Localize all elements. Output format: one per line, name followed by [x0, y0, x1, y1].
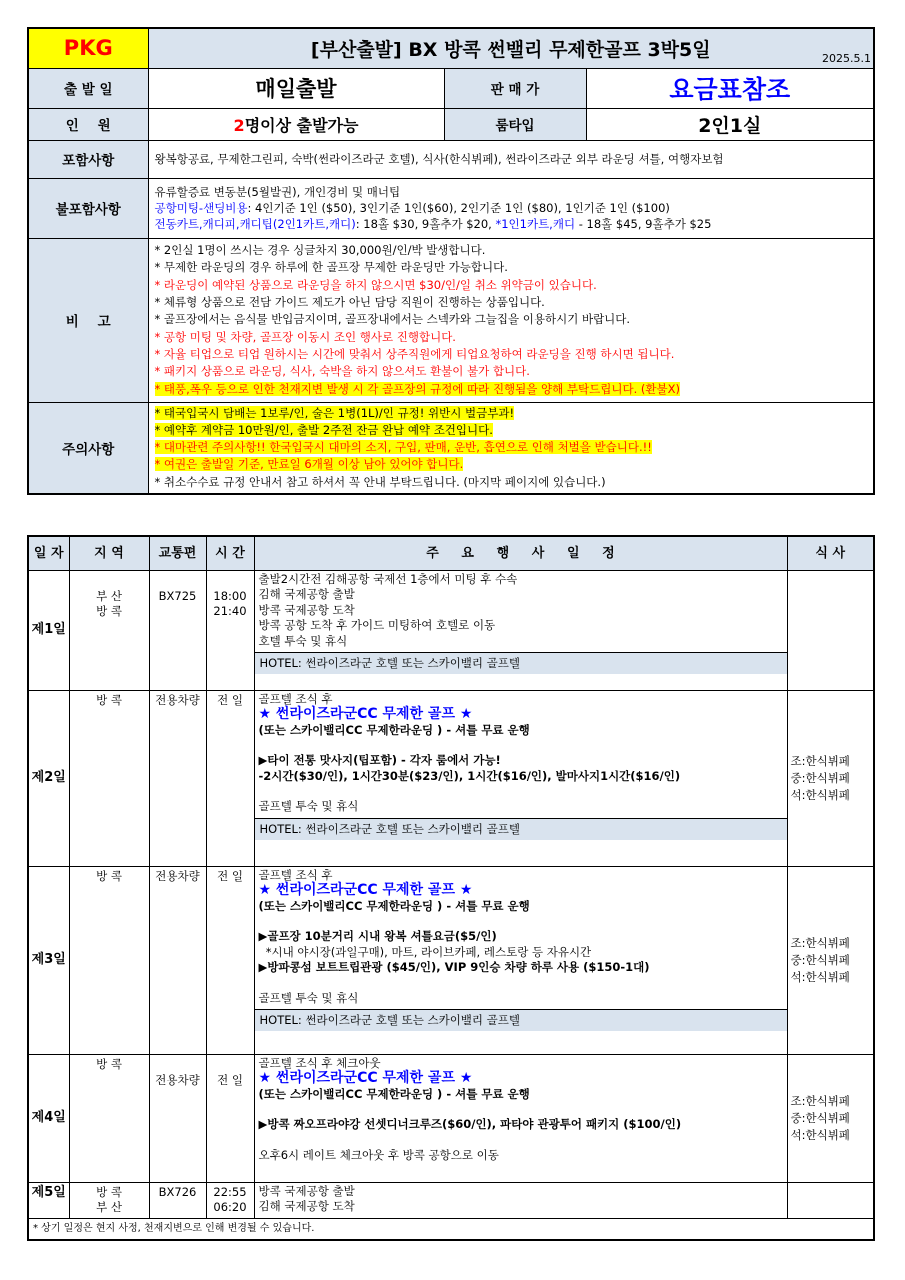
day-time: 전 일 [206, 1054, 254, 1182]
excluded-line-2 [155, 200, 868, 216]
package-info-table [27, 27, 875, 495]
day-region: 방 콕 부 산 [69, 1182, 149, 1218]
cautions-list [148, 402, 874, 494]
day-time: 전 일 [206, 866, 254, 1054]
golf-highlight: ★ 썬라이즈라군CC 무제한 골프 ★ [258, 1070, 473, 1086]
meal-breakfast: 조:한식뷔페 [790, 753, 850, 768]
itinerary-footnote: * 상기 일정은 현지 사정, 천재지변으로 인해 변경될 수 있습니다. [28, 1218, 874, 1240]
document-date: 2025.5.1 [822, 51, 872, 65]
airport-meeting-prices: : 4인기준 1인 ($50), 3인기준 1인($60), 2인기준 1인 ($80), 1인기준 1인 ($100) [247, 201, 670, 215]
day-schedule [254, 866, 787, 1054]
schedule-line: 골프텔 투숙 및 휴식 [258, 990, 359, 1005]
day-label: 제2일 [28, 690, 69, 866]
remark-item: * 라운딩이 예약된 상품으로 라운딩을 하지 않으시면 $30/인/일 취소 위약금이 있습니다. [154, 277, 597, 292]
remark-item: * 골프장에서는 음식물 반입금지이며, 골프장내에서는 스넥카와 그늘집을 이용하시기 바랍니다. [154, 312, 631, 327]
day-meals [787, 866, 874, 1054]
itinerary-row-day4 [28, 1054, 874, 1182]
included-text: 왕복항공료, 무제한그린피, 숙박(썬라이즈라군 호텔), 식사(한식뷔페), 썬라이즈라군 외부 라운딩 셔틀, 여행자보험 [148, 140, 874, 178]
optional-tour-detail: *시내 야시장(과일구매), 마트, 라이브카페, 레스토랑 등 자유시간 [258, 944, 592, 959]
day-schedule [254, 1182, 787, 1218]
remark-item: * 패키지 상품으로 라운딩, 식사, 숙박을 하지 않으셔도 환불이 불가 합니다. [154, 364, 530, 379]
schedule-line: 골프텔 조식 후 [258, 867, 333, 882]
itinerary-row-day1 [28, 570, 874, 690]
cautions-label: 주의사항 [28, 402, 148, 494]
optional-tour: ▶방콕 짜오프라야강 선셋디너크루즈($60/인), 파타야 관광투어 패키지 ($100/인) [258, 1117, 682, 1131]
day-meals [787, 570, 874, 690]
schedule-line: 골프텔 조식 후 [258, 691, 333, 706]
hotel-info: HOTEL: 썬라이즈라군 호텔 또는 스카이밸리 골프텔 [255, 818, 787, 840]
schedule-line: 방콕 국제공항 도착 [258, 602, 355, 617]
hotel-info: HOTEL: 썬라이즈라군 호텔 또는 스카이밸리 골프텔 [255, 652, 787, 674]
day-schedule [254, 570, 787, 690]
itinerary-row-day5 [28, 1182, 874, 1218]
schedule-line: 방콕 국제공항 출발 [258, 1183, 355, 1198]
caution-item [155, 456, 868, 473]
excluded-details [148, 178, 874, 238]
itinerary-row-day2 [28, 690, 874, 866]
package-title [148, 28, 874, 68]
people-label: 인 원 [28, 108, 148, 140]
caution-item [155, 405, 868, 422]
itinerary-row-day3 [28, 866, 874, 1054]
day-meals [787, 1182, 874, 1218]
package-title-text: [부산출발] BX 방콕 썬밸리 무제한골프 3박5일 [310, 38, 711, 61]
schedule-line: 김해 국제공항 출발 [258, 587, 355, 601]
remark-item: * 무제한 라운딩의 경우 하루에 한 골프장 무제한 라운딩만 가능합니다. [154, 260, 508, 275]
people-min-text: 명이상 출발가능 [244, 115, 359, 135]
day-time: 18:00 21:40 [206, 570, 254, 690]
schedule-line: 호텔 투숙 및 휴식 [258, 633, 348, 648]
meal-breakfast: 조:한식뷔페 [790, 1093, 850, 1108]
meal-lunch: 중:한식뷔페 [790, 1110, 850, 1125]
excluded-label: 불포함사항 [28, 178, 148, 238]
excluded-line-1: 유류할증료 변동분(5월발권), 개인경비 및 매너팁 [154, 185, 401, 199]
col-header-meal: 식 사 [787, 536, 874, 570]
departure-label: 출 발 일 [28, 68, 148, 108]
golf-alternative: (또는 스카이밸리CC 무제한라운딩 ) - 셔틀 무료 운행 [258, 898, 530, 913]
price-label: 판 매 가 [444, 68, 586, 108]
day-schedule [254, 1054, 787, 1182]
day-label: 제5일 [28, 1182, 69, 1218]
room-type-label: 룸타입 [444, 108, 586, 140]
hotel-info: HOTEL: 썬라이즈라군 호텔 또는 스카이밸리 골프텔 [255, 1009, 787, 1031]
remark-item: * 자율 티업으로 티업 원하시는 시간에 맞춰서 상주직원에게 티업요청하여 라운딩을 진행 하시면 됩니다. [154, 346, 675, 361]
included-label: 포함사항 [28, 140, 148, 178]
golf-alternative: (또는 스카이밸리CC 무제한라운딩 ) - 셔틀 무료 운행 [258, 1086, 530, 1101]
day-label: 제4일 [28, 1054, 69, 1182]
day-transport: 전용차량 [149, 1054, 206, 1182]
remark-item: * 체류형 상품으로 전담 가이드 제도가 아닌 담당 직원이 진행하는 상품입니다. [154, 295, 545, 310]
day-region: 부 산 방 콕 [69, 570, 149, 690]
schedule-line: 골프텔 투숙 및 휴식 [258, 799, 359, 813]
schedule-line: 오후6시 레이트 체크아웃 후 방콕 공항으로 이동 [258, 1147, 499, 1162]
itinerary-table [27, 535, 875, 1241]
caution-item-highlight: * 예약후 계약금 10만원/인, 출발 2주전 잔금 완납 예약 조건입니다. [154, 422, 493, 437]
single-cart-label: *1인1카트,캐디 [495, 217, 576, 231]
col-header-transport: 교통편 [149, 536, 206, 570]
remark-item: * 2인실 1명이 쓰시는 경우 싱글차지 30,000원/인/박 발생합니다. [154, 243, 486, 258]
caution-item [155, 439, 868, 456]
caution-item [155, 422, 868, 439]
day-transport: BX725 [149, 570, 206, 690]
col-header-day: 일 자 [28, 536, 69, 570]
day-region: 방 콕 [69, 690, 149, 866]
meal-dinner: 석:한식뷔페 [790, 1127, 850, 1142]
meal-lunch: 중:한식뷔페 [790, 770, 850, 785]
excluded-line-3 [155, 216, 868, 232]
price-value: 요금표참조 [586, 68, 874, 108]
day-meals [787, 1054, 874, 1182]
golf-highlight: ★ 썬라이즈라군CC 무제한 골프 ★ [258, 882, 473, 898]
col-header-schedule: 주 요 행 사 일 정 [254, 536, 787, 570]
day-label: 제1일 [28, 570, 69, 690]
massage-prices: -2시간($30/인), 1시간30분($23/인), 1시간($16/인), 발마사지1시간($16/인) [258, 768, 681, 783]
schedule-line: 골프텔 조식 후 체크아웃 [258, 1055, 381, 1070]
departure-value: 매일출발 [148, 68, 444, 108]
meal-dinner: 석:한식뷔페 [790, 969, 850, 984]
day-label: 제3일 [28, 866, 69, 1054]
remark-item [155, 381, 868, 398]
remarks-label: 비 고 [28, 238, 148, 402]
people-value [148, 108, 444, 140]
col-header-time: 시 간 [206, 536, 254, 570]
meal-breakfast: 조:한식뷔페 [790, 935, 850, 950]
schedule-line: 김해 국제공항 도착 [258, 1199, 355, 1213]
day-schedule [254, 690, 787, 866]
caution-item-highlight: * 대마관련 주의사항!! 한국입국시 대마의 소지, 구입, 판매, 운반, 흡연으로 인해 처벌을 받습니다.!! [154, 440, 652, 455]
room-type-value: 2인1실 [586, 108, 874, 140]
optional-tour: ▶골프장 10분거리 시내 왕복 셔틀요금($5/인) [258, 929, 497, 943]
single-cart-prices: - 18홀 $45, 9홀추가 $25 [575, 217, 712, 231]
optional-tour: ▶방파콩섬 보트트립관광 ($45/인), VIP 9인승 차량 하루 사용 ($150-1대) [258, 960, 650, 974]
day-time: 전 일 [206, 690, 254, 866]
col-header-region: 지 역 [69, 536, 149, 570]
cart-caddie-label: 전동카트,캐디피,캐디팁(2인1카트,캐디) [154, 217, 356, 231]
day-meals [787, 690, 874, 866]
people-min-number: 2 [233, 115, 245, 135]
day-time: 22:55 06:20 [206, 1182, 254, 1218]
golf-alternative: (또는 스카이밸리CC 무제한라운딩 ) - 셔틀 무료 운행 [258, 722, 530, 737]
cart-caddie-prices: : 18홀 $30, 9홀추가 $20, [355, 217, 496, 231]
day-region: 방 콕 [69, 866, 149, 1054]
day-region: 방 콕 [69, 1054, 149, 1182]
caution-item-highlight: * 태국입국시 담배는 1보루/인, 술은 1병(1L)/인 규정! 위반시 벌금부과! [154, 405, 515, 420]
meal-lunch: 중:한식뷔페 [790, 952, 850, 967]
golf-highlight: ★ 썬라이즈라군CC 무제한 골프 ★ [258, 706, 473, 722]
remarks-list [148, 238, 874, 402]
schedule-line: 방콕 공항 도착 후 가이드 미팅하여 호텔로 이동 [258, 618, 496, 632]
schedule-line: 출발2시간전 김해공항 국제선 1층에서 미팅 후 수속 [258, 571, 518, 586]
day-transport: 전용차량 [149, 866, 206, 1054]
caution-item-highlight: * 여권은 출발일 기준, 만료일 6개월 이상 남아 있어야 합니다. [154, 457, 464, 472]
day-transport: BX726 [149, 1182, 206, 1218]
remark-item-highlight: * 태풍,폭우 등으로 인한 천재지변 발생 시 각 골프장의 규정에 따라 진행됨을 양해 부탁드립니다. (환불X) [154, 381, 680, 396]
remark-item: * 공항 미팅 및 차량, 골프장 이동시 조인 행사로 진행합니다. [154, 329, 456, 344]
caution-item: * 취소수수료 규정 안내서 참고 하셔서 꼭 안내 부탁드립니다. (마지막 페이지에 있습니다.) [154, 474, 606, 489]
airport-meeting-label: 공항미팅-샌딩비용 [154, 201, 248, 215]
massage-option: ▶타이 전통 맛사지(팁포함) - 각자 룸에서 가능! [258, 753, 501, 767]
pkg-badge: PKG [28, 28, 148, 68]
meal-dinner: 석:한식뷔페 [790, 787, 850, 802]
day-transport: 전용차량 [149, 690, 206, 866]
